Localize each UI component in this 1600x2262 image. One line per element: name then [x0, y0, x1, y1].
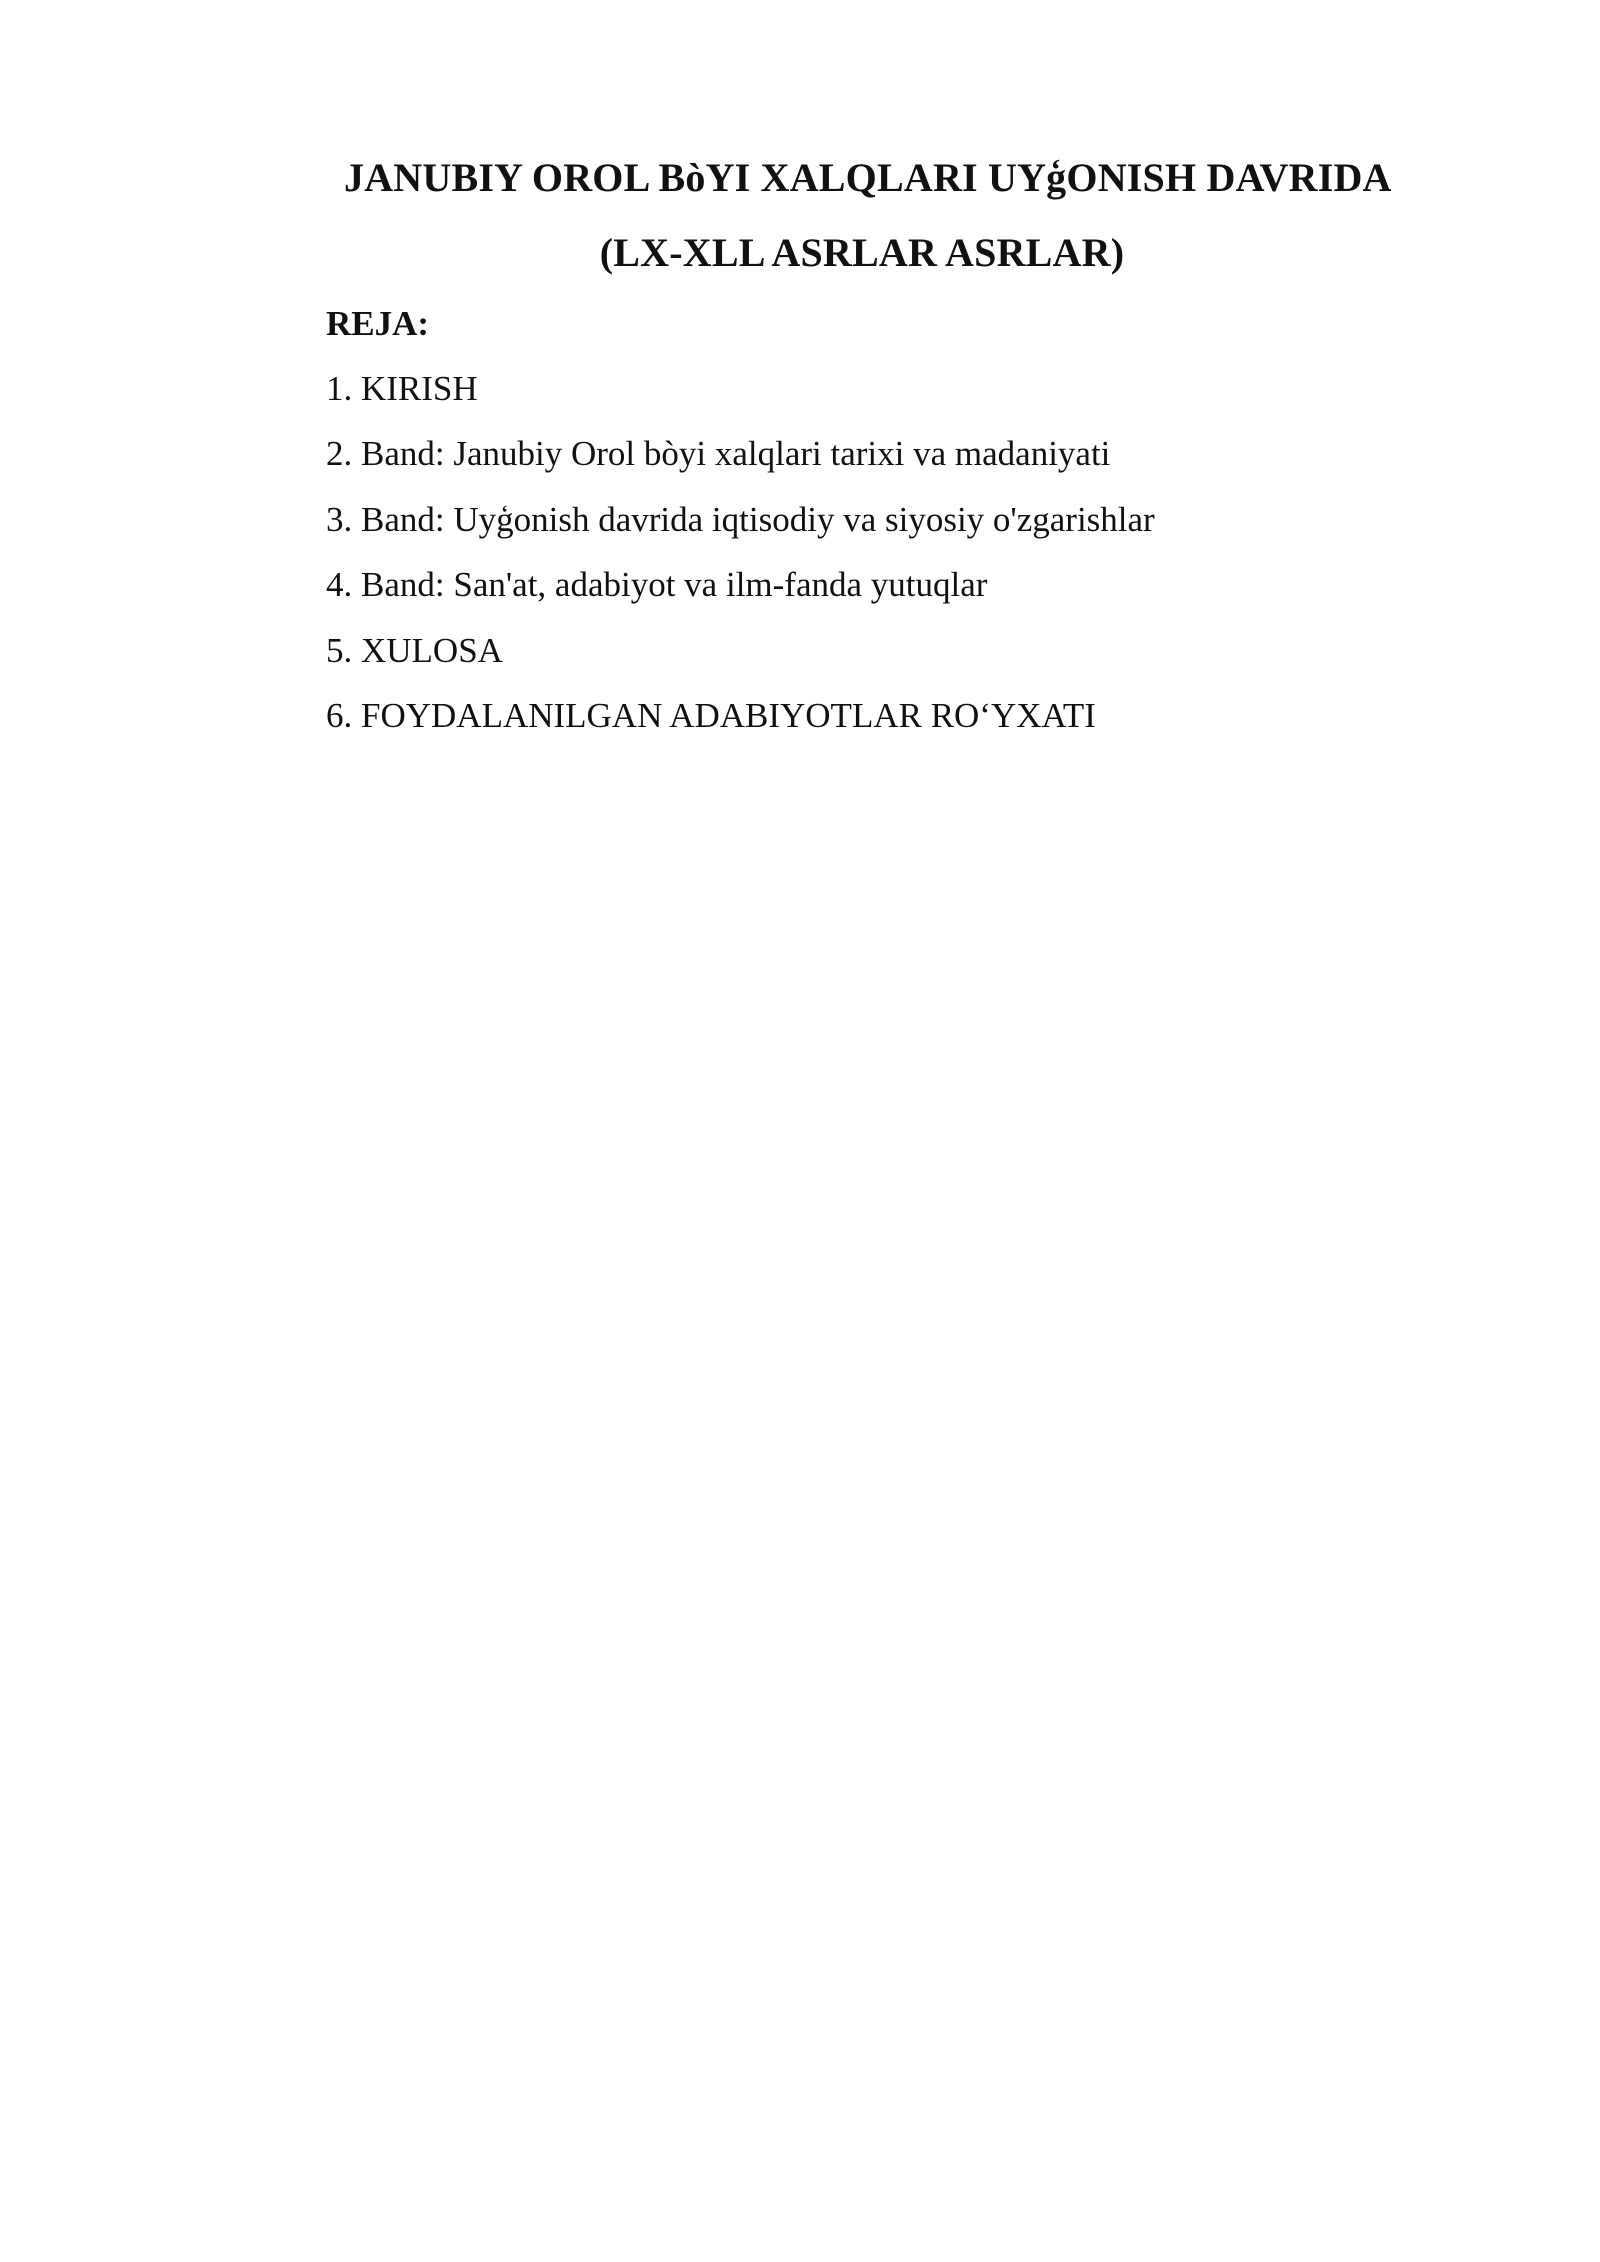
plan-item-introduction: 1. KIRISH [326, 369, 478, 408]
plan-item-history-culture: 2. Band: Janubiy Orol bòyi xalqlari tarixi va madaniyati [326, 434, 1111, 474]
document-title-line-2: (LX-XLL ASRLAR ASRLAR) [599, 230, 1125, 275]
document-title-line-1: JANUBIY OROL BòYI XALQLARI UYģONISH DAVRIDA [344, 155, 1392, 200]
plan-item-references: 6. FOYDALANILGAN ADABIYOTLAR RO‘YXATI [326, 695, 1096, 735]
plan-item-conclusion: 5. XULOSA [326, 630, 503, 670]
plan-list [326, 367, 1155, 759]
plan-heading: REJA: [326, 304, 430, 343]
plan-item-economic-political-changes: 3. Band: Uyģonish davrida iqtisodiy va siyosiy o'zgarishlar [326, 499, 1155, 539]
plan-item-art-literature-science: 4. Band: San'at, adabiyot va ilm-fanda yutuqlar [326, 565, 988, 605]
